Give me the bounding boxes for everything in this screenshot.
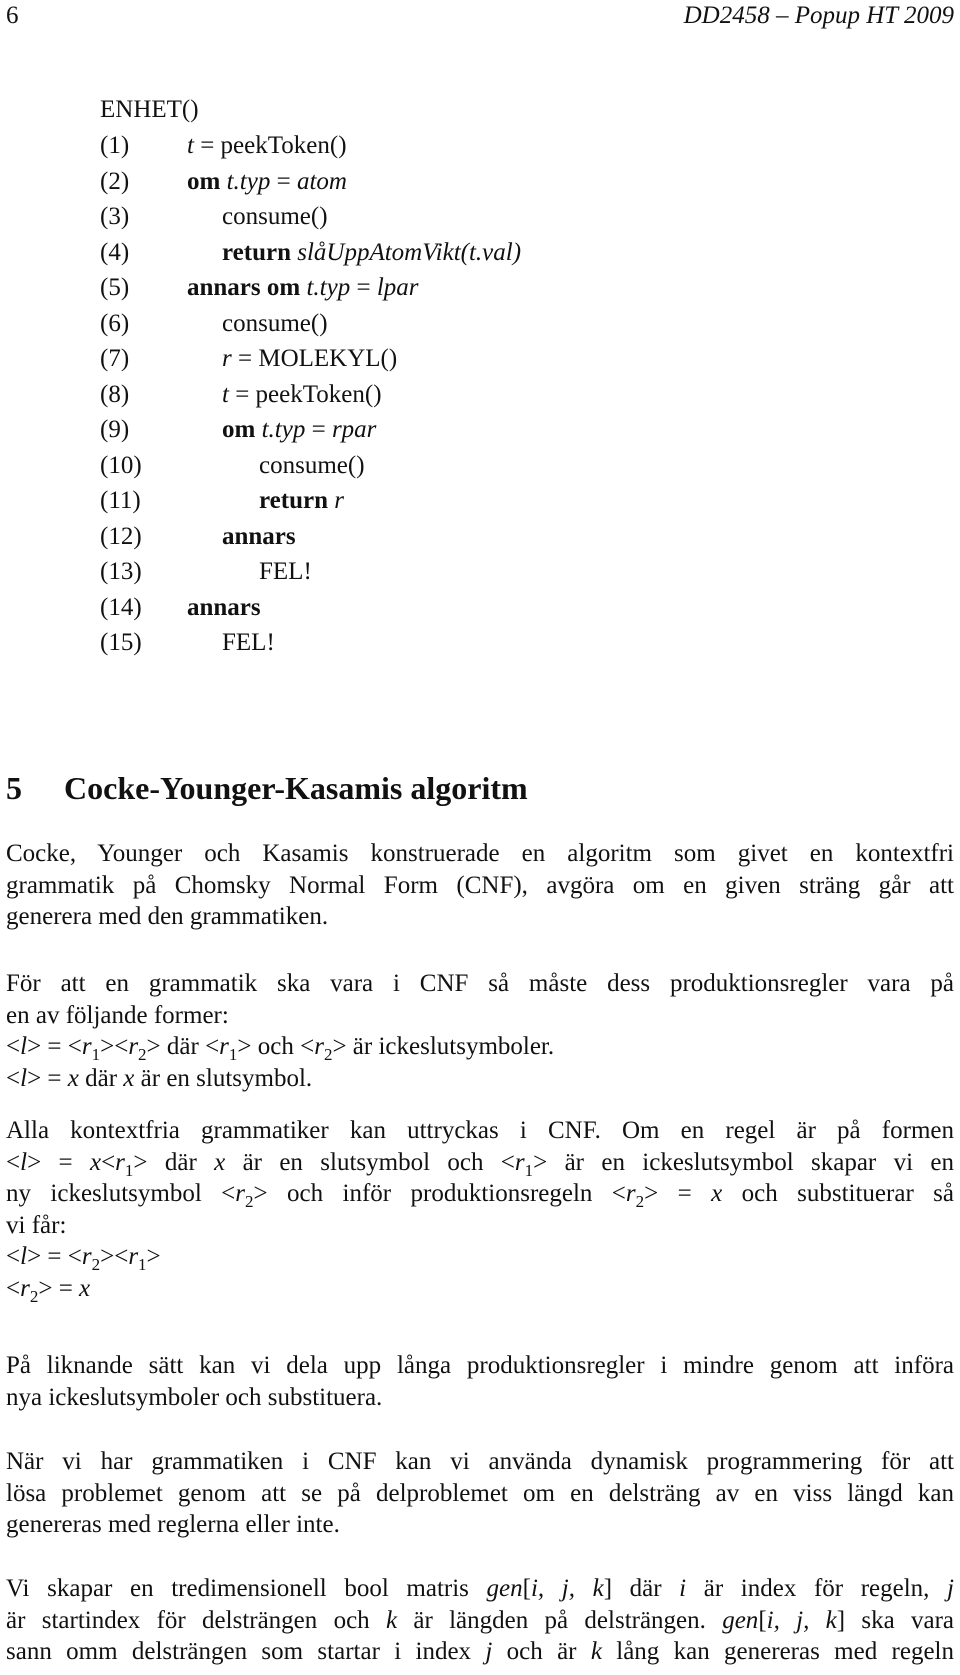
line-number: (14) — [100, 593, 142, 621]
keyword: annars om — [187, 274, 307, 301]
math-symbol: r — [222, 345, 232, 372]
text-run: = peekToken() — [193, 132, 347, 159]
line-code — [187, 625, 275, 661]
paragraph — [6, 838, 954, 933]
text-run: = — [305, 416, 332, 443]
line-number: (7) — [100, 345, 130, 372]
math-symbol: r — [334, 487, 344, 514]
line-code — [187, 199, 328, 235]
math-symbol: rpar — [331, 416, 377, 443]
text-run: Cocke, Younger och Kasamis konstruerade en algoritm som givet en kontextfri — [6, 840, 954, 867]
page-number: 6 — [6, 2, 19, 29]
text-run: är en slutsymbol och < — [225, 1148, 515, 1176]
text-run: > där < — [146, 1033, 220, 1060]
text-run: consume() — [222, 203, 328, 230]
text-run: >< — [100, 1033, 129, 1060]
text-run: consume() — [222, 309, 328, 337]
text-run: På liknande sätt kan vi dela upp långa produktionsregler i mindre genom att införa — [6, 1352, 954, 1379]
text-run: [ — [522, 1575, 531, 1602]
text-line — [6, 1273, 954, 1305]
subscript: 1 — [228, 1045, 238, 1064]
text-line — [6, 870, 954, 902]
subscript: 2 — [91, 1255, 101, 1274]
text-run: en av följande former: — [6, 1001, 229, 1029]
text-run: grammatik på Chomsky Normal Form (CNF), avgöra om en given sträng går att — [6, 871, 954, 899]
math-symbol: l — [20, 1033, 28, 1060]
text-line — [6, 968, 954, 1000]
text-run: < — [6, 1064, 21, 1092]
math-symbol: r — [219, 1033, 229, 1060]
math-symbol: k — [385, 1606, 398, 1634]
subscript: 1 — [138, 1255, 147, 1274]
text-run: ny ickeslutsymbol < — [6, 1180, 236, 1207]
text-run: > = — [38, 1274, 80, 1302]
line-number: (9) — [100, 416, 130, 443]
pseudocode-line — [100, 306, 620, 342]
section-title: Cocke-Younger-Kasamis algoritm — [64, 770, 528, 806]
pseudocode-line — [100, 483, 620, 519]
math-symbol: l — [20, 1148, 28, 1176]
text-run: är längden på delsträngen. — [397, 1606, 723, 1634]
line-number: (11) — [100, 487, 141, 514]
line-number: (2) — [100, 167, 130, 195]
pseudocode-line — [100, 590, 620, 626]
math-symbol: t.typ — [261, 416, 306, 443]
paragraph — [6, 1115, 954, 1304]
keyword: return — [259, 487, 335, 514]
pseudocode-line — [100, 341, 620, 377]
paragraph — [6, 1350, 954, 1413]
text-run: > och < — [237, 1033, 315, 1060]
text-run: genereras med reglerna eller inte. — [6, 1511, 340, 1538]
pseudocode-line — [100, 448, 620, 484]
text-run: < — [6, 1033, 21, 1060]
text-line — [6, 1446, 954, 1478]
keyword: om — [187, 167, 227, 195]
math-symbol: r — [128, 1033, 139, 1060]
line-code — [187, 306, 328, 342]
pseudocode-line — [100, 625, 620, 661]
text-run: > = — [644, 1180, 712, 1207]
math-symbol: t — [187, 132, 194, 159]
text-line — [6, 838, 954, 870]
line-number: (4) — [100, 238, 130, 266]
section-number: 5 — [6, 770, 22, 806]
math-symbol: gen — [486, 1575, 523, 1602]
text-run: [ — [758, 1606, 767, 1634]
math-symbol: r — [235, 1180, 246, 1207]
math-symbol: t.typ — [306, 274, 351, 301]
text-run: > är en ickeslutsymbol skapar vi en — [533, 1148, 954, 1176]
math-symbol: t — [222, 380, 229, 408]
text-run: < — [101, 1148, 116, 1176]
line-code — [187, 128, 347, 164]
math-symbol: l — [20, 1064, 28, 1092]
text-run: = MOLEKYL() — [231, 345, 398, 372]
line-number: (1) — [100, 132, 130, 159]
text-run: > = — [27, 1148, 90, 1176]
subscript: 2 — [245, 1192, 254, 1211]
line-number: (15) — [100, 629, 142, 656]
subscript: 2 — [635, 1192, 645, 1211]
text-run: = — [350, 274, 377, 301]
text-run: < — [6, 1243, 21, 1270]
paragraph — [6, 1573, 954, 1668]
text-run: FEL! — [222, 629, 275, 656]
text-run: FEL! — [259, 558, 312, 585]
math-symbol: t.typ — [226, 167, 271, 195]
line-code — [187, 341, 397, 377]
text-run: >< — [100, 1243, 129, 1270]
pseudocode-line — [100, 235, 620, 271]
text-run: och är — [492, 1638, 591, 1665]
math-symbol: x — [123, 1064, 135, 1092]
keyword: return — [222, 238, 298, 266]
text-line — [6, 1147, 954, 1179]
math-symbol: x — [89, 1148, 102, 1176]
text-run: > och inför produktionsregeln < — [253, 1180, 626, 1207]
line-code — [187, 554, 312, 590]
text-run: ] ska vara — [836, 1606, 954, 1634]
line-number: (8) — [100, 380, 130, 408]
text-run: och substituerar så — [722, 1180, 954, 1207]
text-run: > = < — [27, 1033, 82, 1060]
math-symbol: r — [514, 1148, 525, 1176]
pseudocode-line — [100, 554, 620, 590]
subscript: 1 — [91, 1045, 101, 1064]
pseudocode-line — [100, 199, 620, 235]
text-run: där — [78, 1064, 124, 1092]
pseudocode-line — [100, 270, 620, 306]
math-symbol: x — [79, 1274, 91, 1302]
text-line — [6, 1636, 954, 1668]
line-code — [187, 519, 296, 555]
pseudocode-line — [100, 519, 620, 555]
text-line — [6, 901, 954, 933]
math-symbol: r — [314, 1033, 324, 1060]
pseudocode-line — [100, 377, 620, 413]
math-symbol: slåUppAtomVikt(t.val) — [297, 238, 522, 266]
math-symbol: r — [81, 1033, 92, 1060]
line-code — [187, 448, 365, 484]
math-symbol: x — [711, 1180, 723, 1207]
text-run: Alla kontextfria grammatiker kan uttryckas i CNF. Om en regel är på formen — [6, 1117, 954, 1144]
line-number: (10) — [100, 451, 142, 479]
text-line — [6, 1031, 954, 1063]
text-run: lösa problemet genom att se på delproblemet om en delsträng av en viss längd kan — [6, 1479, 954, 1507]
subscript: 2 — [323, 1045, 333, 1064]
line-number: (12) — [100, 522, 142, 550]
keyword: annars — [187, 593, 261, 621]
subscript: 2 — [29, 1286, 39, 1306]
text-run: consume() — [259, 451, 365, 479]
text-line — [6, 1115, 954, 1147]
math-symbol: atom — [296, 167, 347, 195]
pseudocode-line — [100, 128, 620, 164]
line-number: (6) — [100, 309, 130, 337]
pseudocode-lines — [100, 128, 620, 661]
text-line — [6, 1605, 954, 1637]
text-run: För att en grammatik ska vara i CNF så måste dess produktionsregler vara på — [6, 970, 954, 997]
math-symbol: i — [679, 1575, 687, 1602]
paragraph — [6, 968, 954, 1094]
text-run: < — [6, 1148, 21, 1176]
text-line — [6, 1178, 954, 1210]
text-run: > är ickeslutsymboler. — [332, 1033, 555, 1060]
text-run: < — [6, 1274, 21, 1302]
page-header — [6, 0, 954, 34]
text-run: > = < — [27, 1243, 82, 1270]
text-line — [6, 1509, 954, 1541]
text-run: När vi har grammatiken i CNF kan vi använda dynamisk programmering för att — [6, 1448, 954, 1475]
pseudocode-line — [100, 164, 620, 200]
math-symbol: x — [67, 1064, 79, 1092]
text-line — [6, 1478, 954, 1510]
algorithm-name: ENHET() — [100, 96, 199, 123]
subscript: 2 — [138, 1045, 147, 1064]
running-title: DD2458 – Popup HT 2009 — [683, 2, 954, 29]
text-line — [6, 1000, 954, 1032]
line-code — [187, 412, 376, 448]
line-number: (13) — [100, 558, 142, 585]
line-code — [187, 590, 261, 626]
line-code — [187, 270, 419, 306]
subscript: 1 — [524, 1160, 534, 1180]
text-line — [6, 1241, 954, 1273]
text-run: = — [270, 167, 297, 195]
text-run: ] där — [603, 1575, 680, 1602]
math-symbol: r — [81, 1243, 92, 1270]
math-symbol: r — [625, 1180, 636, 1207]
text-run: nya ickeslutsymboler och substituera. — [6, 1383, 383, 1411]
math-symbol: r — [115, 1148, 125, 1176]
math-symbol: i, j, k — [530, 1575, 604, 1602]
keyword: annars — [222, 522, 296, 550]
line-code — [187, 235, 521, 271]
text-line — [6, 1573, 954, 1605]
math-symbol: gen — [722, 1606, 759, 1634]
text-run: är index för regeln, — [686, 1575, 948, 1602]
pseudocode-block — [100, 92, 620, 661]
text-run: > = — [27, 1064, 68, 1092]
text-run: > — [146, 1243, 161, 1270]
subscript: 1 — [124, 1160, 134, 1180]
pseudocode-line — [100, 412, 620, 448]
paragraph — [6, 1446, 954, 1541]
math-symbol: i, j, k — [766, 1606, 837, 1634]
line-code — [187, 164, 347, 200]
math-symbol: l — [20, 1243, 28, 1270]
math-symbol: x — [214, 1148, 226, 1176]
text-run: vi får: — [6, 1211, 67, 1239]
text-run: lång kan genereras med regeln — [601, 1638, 954, 1665]
text-run: sann omm delsträngen som startar i index — [6, 1638, 486, 1665]
math-symbol: lpar — [376, 274, 419, 301]
text-run: generera med den grammatiken. — [6, 903, 329, 930]
text-run: > där — [133, 1148, 215, 1176]
line-code — [187, 483, 344, 519]
section-heading — [6, 768, 954, 808]
math-symbol: k — [590, 1638, 602, 1665]
keyword: om — [222, 416, 262, 443]
math-symbol: j — [485, 1638, 493, 1665]
text-run: = peekToken() — [228, 380, 382, 408]
text-run: är en slutsymbol. — [134, 1064, 313, 1092]
text-line — [6, 1063, 954, 1095]
line-code — [187, 377, 382, 413]
line-number: (5) — [100, 274, 130, 301]
text-run: är startindex för delsträngen och — [6, 1606, 386, 1634]
text-line — [6, 1350, 954, 1382]
text-run: Vi skapar en tredimensionell bool matris — [6, 1575, 487, 1602]
math-symbol: r — [20, 1274, 30, 1302]
math-symbol: j — [947, 1575, 954, 1602]
text-line — [6, 1210, 954, 1242]
text-line — [6, 1382, 954, 1414]
math-symbol: r — [128, 1243, 139, 1270]
line-number: (3) — [100, 203, 130, 230]
